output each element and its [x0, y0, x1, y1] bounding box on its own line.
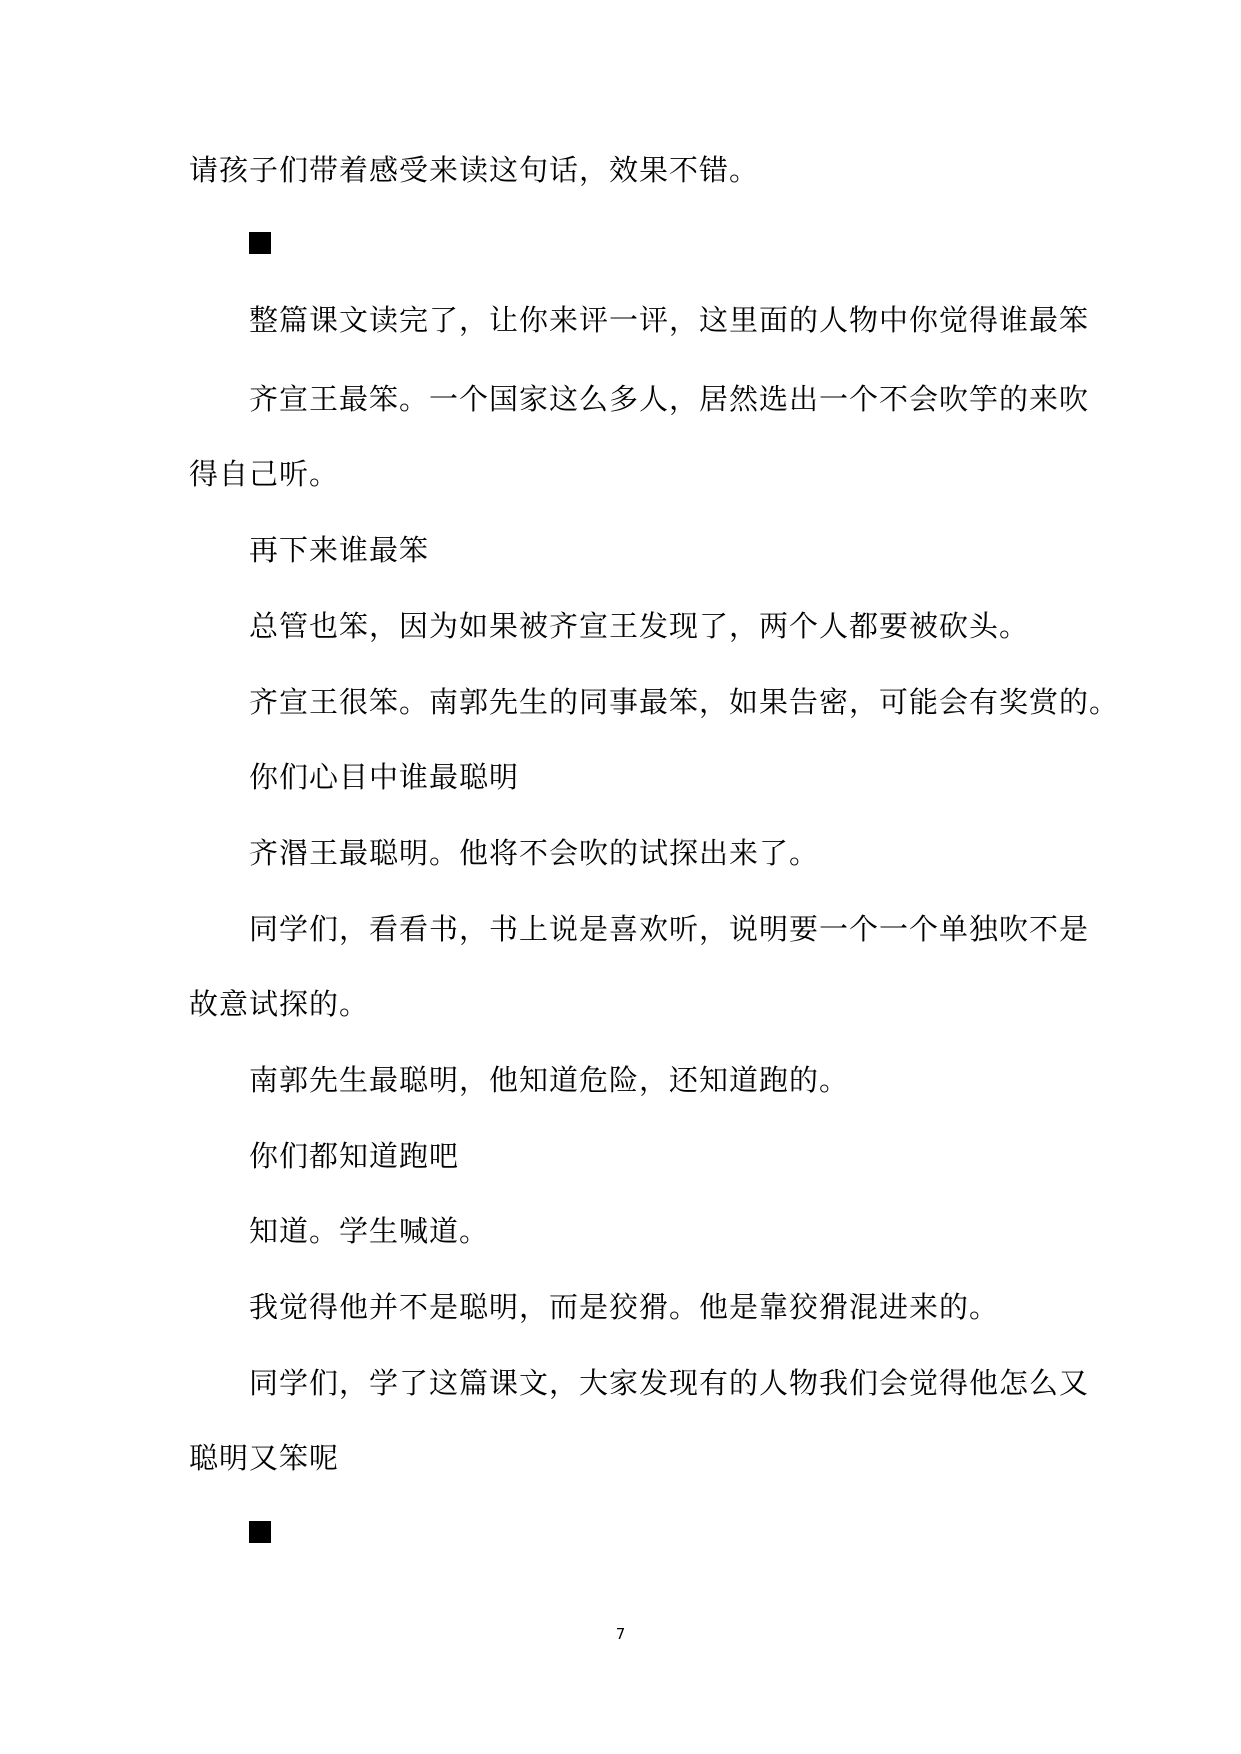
- paragraph-line: 同学们，看看书，书上说是喜欢听，说明要一个一个单独吹不是: [249, 912, 1090, 946]
- paragraph-line: 齐宣王很笨。南郭先生的同事最笨，如果告密，可能会有奖赏的。: [249, 685, 1120, 719]
- black-square-icon: [249, 232, 271, 254]
- paragraph-line: 总管也笨，因为如果被齐宣王发现了，两个人都要被砍头。: [249, 609, 1030, 643]
- paragraph-line: 南郭先生最聪明，他知道危险，还知道跑的。: [249, 1063, 850, 1097]
- paragraph-line: 再下来谁最笨: [249, 533, 430, 567]
- paragraph-line: 齐湣王最聪明。他将不会吹的试探出来了。: [249, 836, 820, 870]
- black-square-icon: [249, 1521, 271, 1543]
- paragraph-line: 你们心目中谁最聪明: [249, 760, 520, 794]
- page-number: 7: [615, 1625, 626, 1643]
- paragraph-line: 得自己听。: [189, 457, 340, 491]
- paragraph-line: 请孩子们带着感受来读这句话，效果不错。: [189, 153, 760, 187]
- paragraph-line: 同学们，学了这篇课文，大家发现有的人物我们会觉得他怎么又: [249, 1366, 1090, 1400]
- paragraph-line: 知道。学生喊道。: [249, 1214, 490, 1248]
- paragraph-line: 齐宣王最笨。一个国家这么多人，居然选出一个不会吹竽的来吹: [249, 382, 1090, 416]
- paragraph-line: 你们都知道跑吧: [249, 1139, 460, 1173]
- paragraph-line: 聪明又笨呢: [189, 1441, 340, 1475]
- paragraph-line: 我觉得他并不是聪明，而是狡猾。他是靠狡猾混进来的。: [249, 1290, 1000, 1324]
- paragraph-line: 故意试探的。: [189, 987, 370, 1021]
- paragraph-line: 整篇课文读完了，让你来评一评，这里面的人物中你觉得谁最笨: [249, 303, 1090, 337]
